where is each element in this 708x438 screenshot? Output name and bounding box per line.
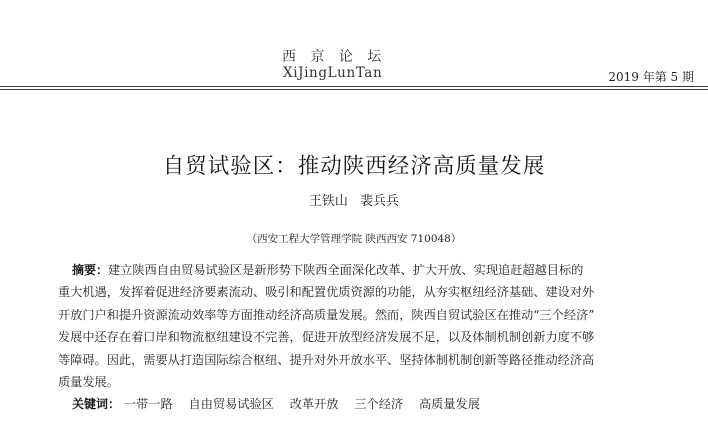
journal-name: 西 京 论 坛 <box>282 49 387 65</box>
abstract-line <box>58 259 650 281</box>
keywords-label: 关键词： <box>72 397 121 411</box>
abstract-line: 开放门户和提升资源流动效率等方面推动经济高质量发展。然而，陕西自贸试验区在推动“三个经济” <box>58 307 595 322</box>
keyword: 高质量发展 <box>418 397 480 411</box>
abstract-text: 建立陕西自由贸易试验区是新形势下陕西全面深化改革、扩大开放、实现追赶超越目标的 <box>108 263 584 277</box>
abstract-line: 重大机遇，发挥着促进经济要素流动、吸引和配置优质资源的功能，从夯实枢纽经济基础、建设对外 <box>58 285 595 300</box>
article-title: 自贸试验区：推动陕西经济高质量发展 <box>162 154 546 179</box>
abstract-line: 等障碍。因此，需要从打造国际综合枢纽、提升对外开放水平、坚持体制机制创新等路径推动经济高 <box>58 352 595 367</box>
keyword: 自由贸易试验区 <box>188 397 274 411</box>
header-rule-top <box>0 86 708 87</box>
keyword: 改革开放 <box>289 397 339 411</box>
issue-label: 2019 年第 5 期 <box>608 70 694 84</box>
article-affiliation: （西安工程大学管理学院 陕西西安 710048） <box>246 233 462 245</box>
keyword: 三个经济 <box>354 397 404 411</box>
journal-latin-name: XiJingLunTan <box>283 65 383 81</box>
article-authors: 王铁山 裴兵兵 <box>308 194 400 209</box>
header-rule-bottom <box>0 89 708 90</box>
abstract-line: 质量发展。 <box>58 375 119 390</box>
keyword: 一带一路 <box>123 397 173 411</box>
keywords <box>72 395 492 412</box>
abstract <box>58 259 650 393</box>
abstract-line: 发展中还存在着口岸和物流枢纽建设不完善，促进开放型经济发展不足，以及体制机制创新力度不够 <box>58 330 595 345</box>
abstract-label: 摘要： <box>72 263 109 277</box>
